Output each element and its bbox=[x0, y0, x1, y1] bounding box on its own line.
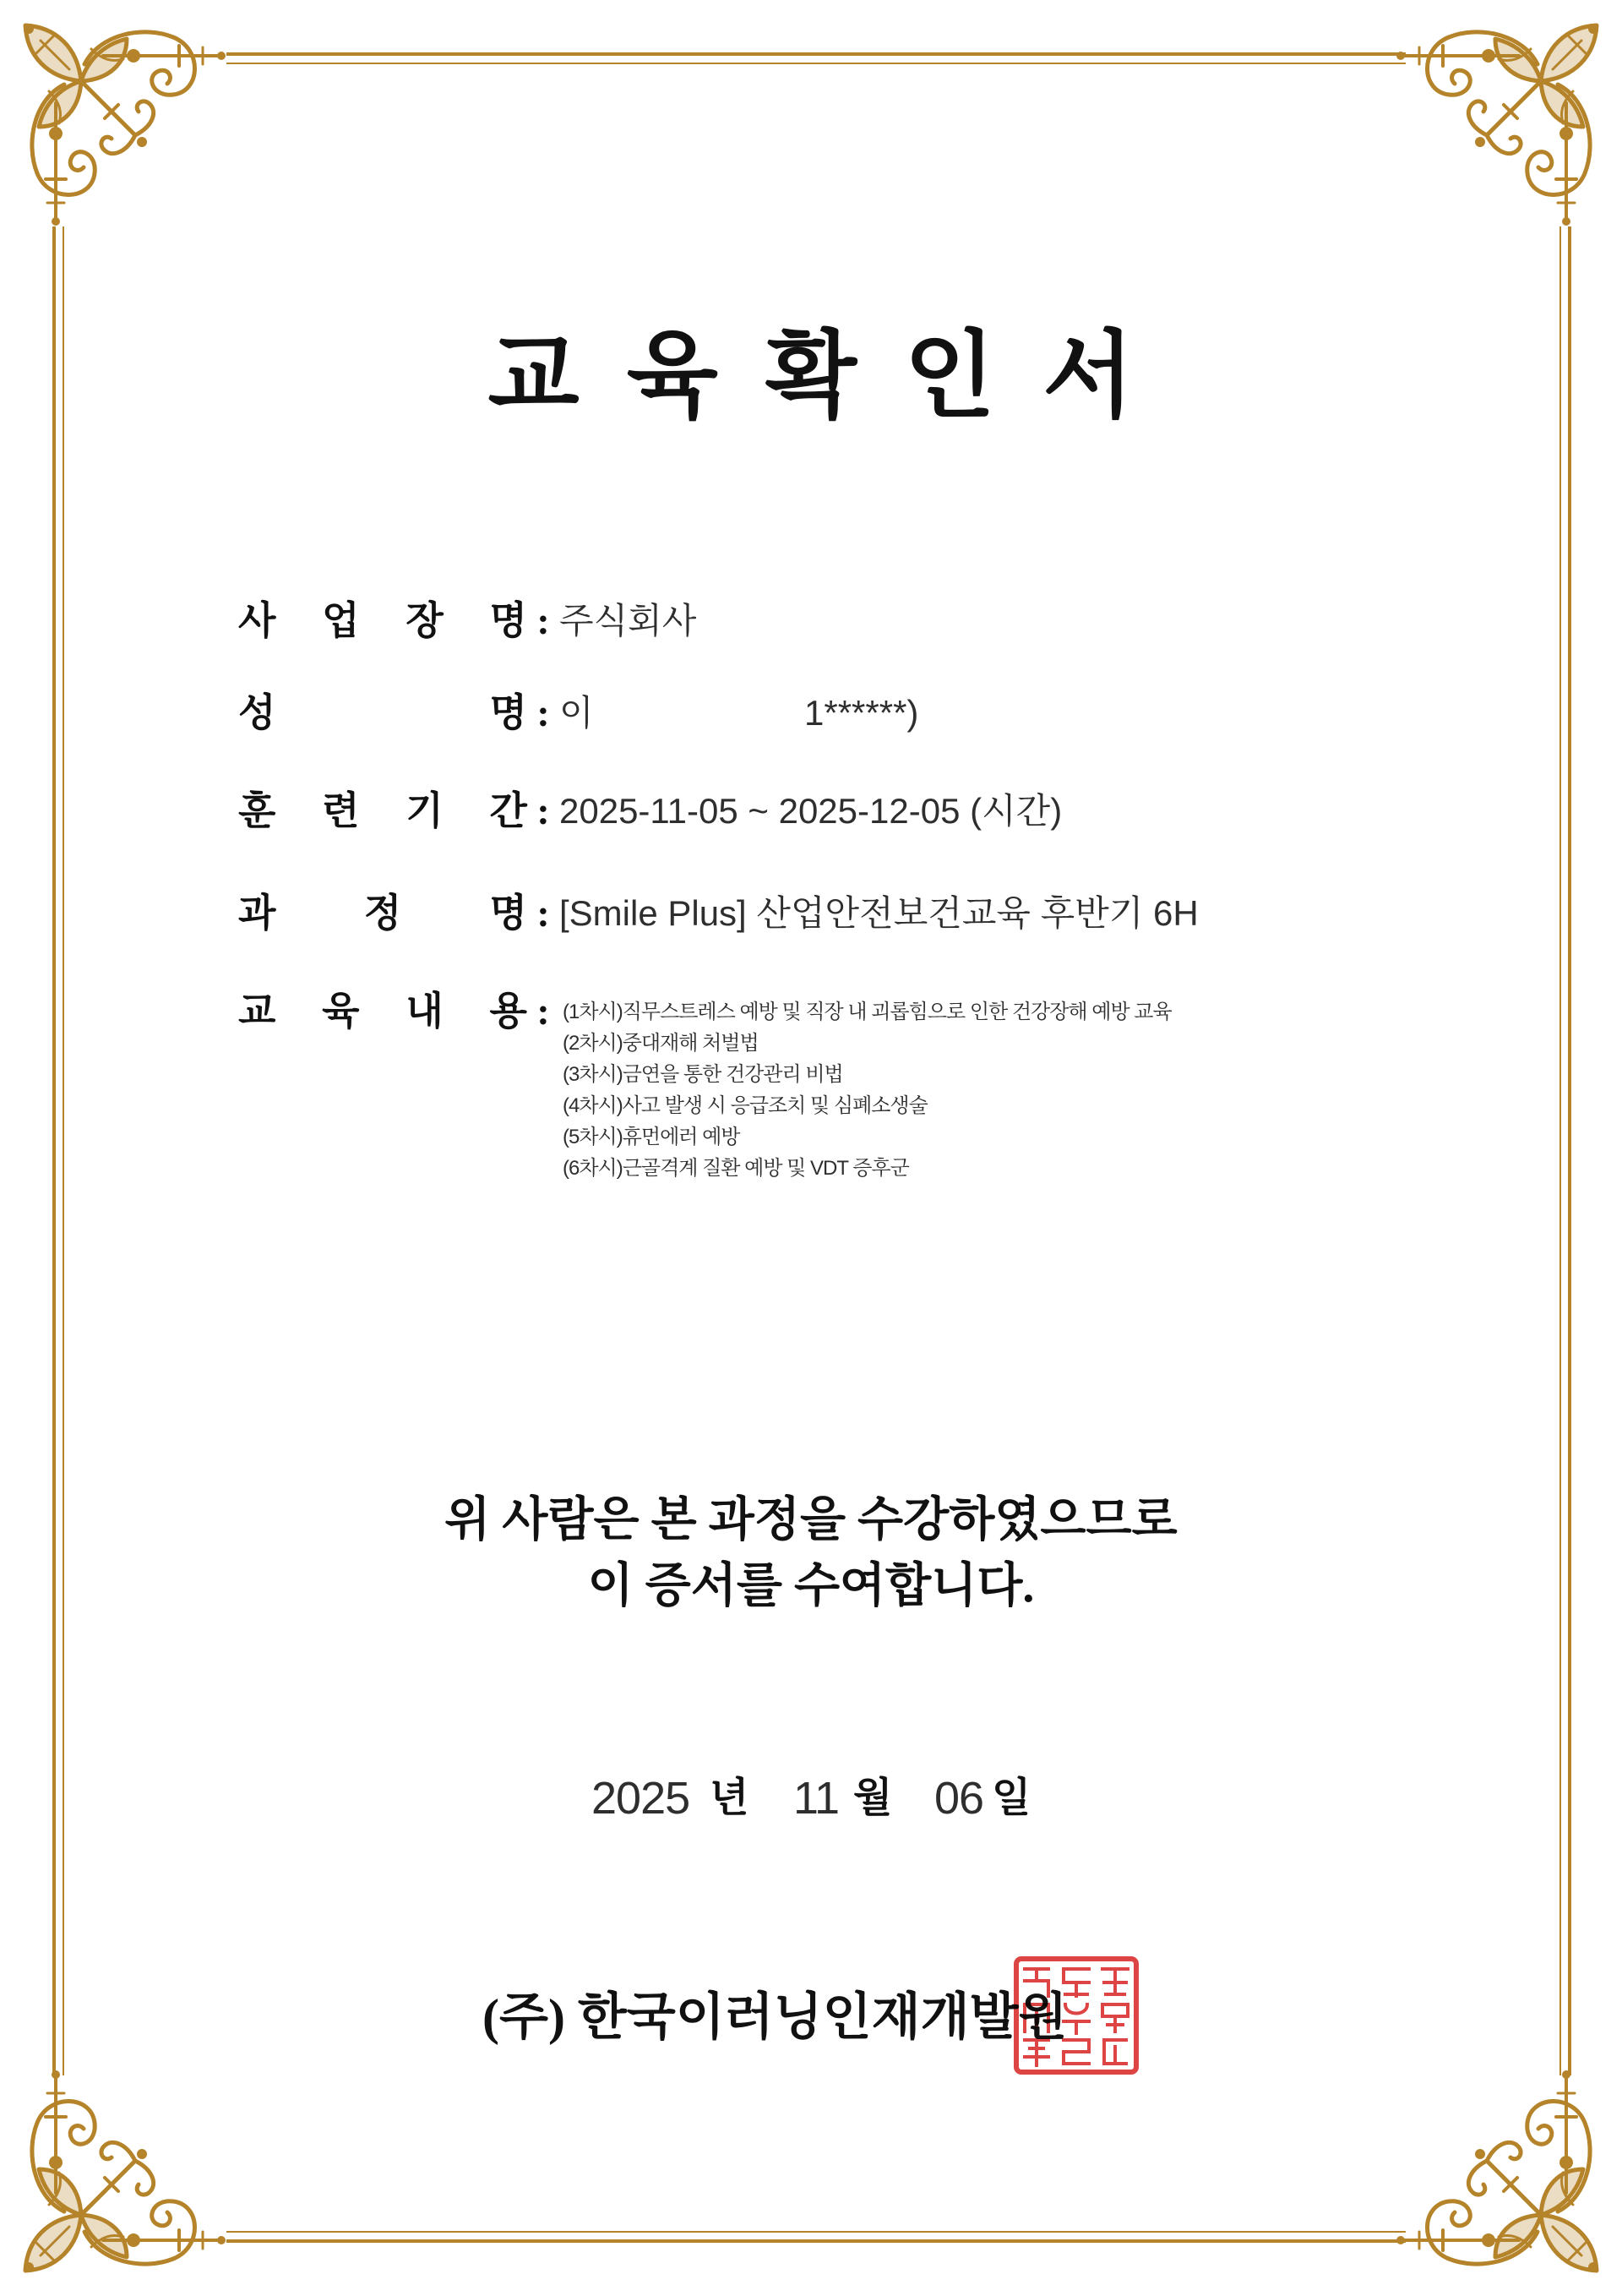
field-colon: : bbox=[536, 892, 550, 935]
list-item: (3차시)금연을 통한 건강관리 비법 bbox=[563, 1063, 843, 1086]
corner-ornament-bottom-left-icon bbox=[0, 2059, 237, 2296]
field-colon: : bbox=[536, 599, 550, 642]
list-item: (4차시)사고 발생 시 응급조치 및 심폐소생술 bbox=[563, 1094, 928, 1117]
field-row-contents bbox=[238, 986, 1539, 1180]
date-year: 2025 bbox=[591, 1773, 690, 1824]
field-value-name-prefix: 이 bbox=[559, 693, 594, 733]
corner-ornament-top-left-icon bbox=[0, 0, 237, 237]
red-seal-stamp-icon bbox=[1013, 1955, 1140, 2075]
field-label-company: 사 업 장 명 bbox=[238, 599, 527, 642]
date-month-unit: 월 bbox=[853, 1775, 893, 1820]
list-item: (1차시)직무스트레스 예방 및 직장 내 괴롭힘으로 인한 건강장해 예방 교육 bbox=[563, 1001, 1172, 1023]
statement-line-2: 이 증서를 수여합니다. bbox=[587, 1560, 1035, 1612]
frame-right-line bbox=[1559, 226, 1571, 2075]
list-item: (5차시)휴먼에러 예방 bbox=[563, 1126, 740, 1148]
field-row-course bbox=[238, 888, 1539, 939]
field-value-period: 2025-11-05 ~ 2025-12-05 (시간) bbox=[559, 791, 1063, 831]
contents-list bbox=[563, 996, 1172, 1184]
field-label-course: 과 정 명 bbox=[238, 892, 527, 935]
field-colon: : bbox=[536, 789, 550, 832]
frame-left-line bbox=[52, 226, 64, 2075]
field-label-period: 훈 련 기 간 bbox=[238, 789, 527, 832]
frame-bottom-line bbox=[226, 2231, 1406, 2243]
date-year-unit: 년 bbox=[710, 1775, 749, 1820]
field-value-course: [Smile Plus] 산업안전보건교육 후반기 6H bbox=[559, 893, 1199, 933]
date-day-unit: 일 bbox=[992, 1775, 1031, 1820]
date-month: 11 bbox=[793, 1773, 840, 1824]
field-value-name-suffix: 1******) bbox=[804, 693, 919, 733]
list-item: (6차시)근골격계 질환 예방 및 VDT 증후군 bbox=[563, 1157, 909, 1180]
corner-ornament-top-right-icon bbox=[1385, 0, 1622, 237]
field-row-name bbox=[238, 688, 1539, 739]
statement-line-1: 위 사람은 본 과정을 수강하였으므로 bbox=[444, 1494, 1178, 1546]
certificate-title: 교 육 확 인 서 bbox=[487, 324, 1146, 429]
date-day: 06 bbox=[934, 1773, 984, 1824]
field-row-period bbox=[238, 786, 1539, 837]
list-item: (2차시)중대재해 처벌법 bbox=[563, 1032, 759, 1055]
field-colon: : bbox=[536, 691, 550, 734]
corner-ornament-bottom-right-icon bbox=[1385, 2059, 1622, 2296]
issuer-name: (주) 한국이러닝인재개발원 bbox=[482, 1989, 1068, 2045]
field-label-name: 성 명 bbox=[238, 691, 527, 734]
field-colon: : bbox=[536, 990, 550, 1033]
field-value-company: 주식회사 bbox=[559, 601, 697, 641]
frame-top-line bbox=[226, 52, 1406, 64]
field-label-contents: 교 육 내 용 bbox=[238, 990, 527, 1033]
field-row-company bbox=[238, 596, 1539, 646]
